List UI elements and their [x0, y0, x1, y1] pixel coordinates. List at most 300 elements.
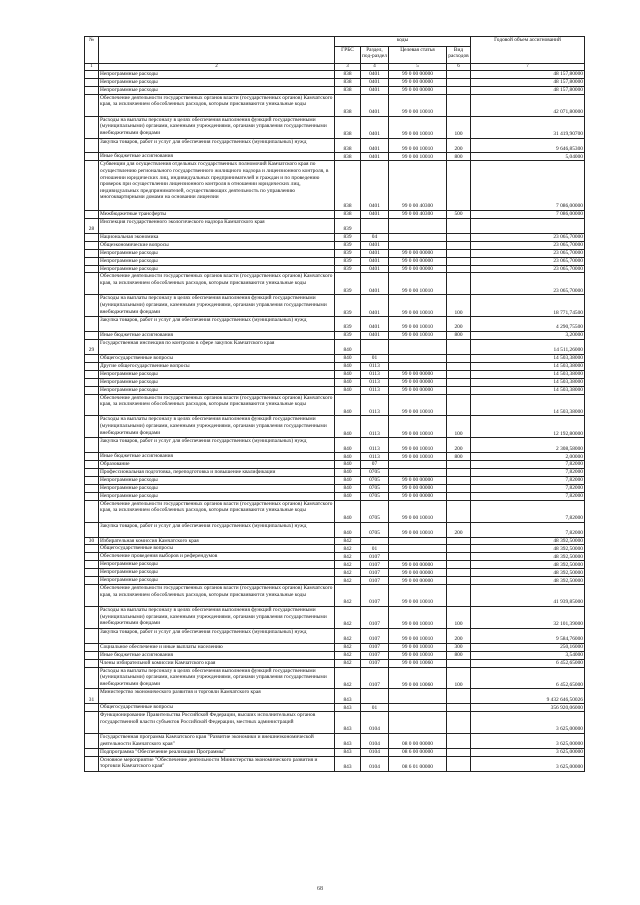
- col-name-header: [99, 37, 335, 64]
- row-expense-type: [447, 362, 471, 370]
- row-razdel: 0113: [361, 386, 389, 394]
- row-expense-type: [447, 241, 471, 249]
- row-razdel: 0705: [361, 484, 389, 492]
- row-expense-type: 100: [447, 116, 471, 138]
- row-expense-type: 800: [447, 332, 471, 340]
- row-grbs: 840: [335, 362, 361, 370]
- row-amount: 41 939,85000: [471, 585, 585, 607]
- row-grbs: 843: [335, 712, 361, 734]
- row-amount: 48 157,80000: [471, 78, 585, 86]
- table-row: [85, 667, 585, 689]
- table-row: [85, 218, 585, 233]
- row-expense-type: [447, 659, 471, 667]
- row-number: [85, 651, 99, 659]
- row-razdel: 0107: [361, 561, 389, 569]
- row-target-article: 99 0 00 10060: [389, 659, 447, 667]
- row-razdel: 0104: [361, 734, 389, 749]
- row-name: Субвенции для осуществления отдельных государственных полномочий Камчатского края по осуществлению регионального государственного жилищного надзора и лицензионного контроля, в отношении юридических лиц, индивидуальных предпринимателей и граждан и по проведению проверок при осуществлении лицензионного контроля в отношении юридических лиц, индивидуальных предпринимателей, осуществляющих деятельность по управлению многоквартирными домами на основании лицензии: [99, 161, 335, 211]
- row-number: [85, 667, 99, 689]
- row-grbs: 838: [335, 86, 361, 94]
- row-name: Непрограммные расходы: [99, 265, 335, 273]
- row-grbs: 839: [335, 241, 361, 249]
- row-name: Расходы на выплаты персоналу в целях обеспечения выполнения функций государственными (муниципальными) органами, казенными учреждениями, органами управления государственными внебюджетными фондами: [99, 116, 335, 138]
- row-amount: 14 503,38000: [471, 370, 585, 378]
- row-grbs: 840: [335, 492, 361, 500]
- row-target-article: [389, 241, 447, 249]
- row-number: [85, 704, 99, 712]
- row-grbs: 838: [335, 210, 361, 218]
- row-number: [85, 484, 99, 492]
- row-target-article: 08 6 01 00000: [389, 756, 447, 771]
- row-amount: 4 290,75500: [471, 317, 585, 332]
- row-number: [85, 394, 99, 416]
- codes-group-header: коды: [335, 37, 471, 47]
- row-name: Закупка товаров, работ и услуг для обеспечения государственных (муниципальных) нужд: [99, 522, 335, 537]
- row-grbs: 840: [335, 354, 361, 362]
- row-grbs: 839: [335, 257, 361, 265]
- row-target-article: 99 0 00 00000: [389, 492, 447, 500]
- row-number: 31: [85, 689, 99, 704]
- row-amount: [471, 218, 585, 233]
- row-target-article: 99 0 00 00000: [389, 577, 447, 585]
- row-name: Непрограммные расходы: [99, 577, 335, 585]
- row-expense-type: 200: [447, 522, 471, 537]
- row-name: Обеспечение деятельности государственных органов власти (государственных органов) Камчатского края, за исключением обособленных расходов, которым присваиваются уникальные коды: [99, 585, 335, 607]
- row-target-article: [389, 354, 447, 362]
- row-amount: 2,00000: [471, 453, 585, 461]
- column-index-cell: 1: [85, 64, 99, 71]
- row-target-article: 99 0 00 00000: [389, 265, 447, 273]
- page-number: 68: [317, 886, 323, 892]
- row-name: Непрограммные расходы: [99, 78, 335, 86]
- row-number: [85, 606, 99, 628]
- row-number: [85, 241, 99, 249]
- table-row: [85, 153, 585, 161]
- row-grbs: 843: [335, 748, 361, 756]
- table-row: [85, 416, 585, 438]
- row-expense-type: [447, 734, 471, 749]
- row-number: [85, 500, 99, 522]
- row-amount: 3 625,00000: [471, 748, 585, 756]
- row-number: [85, 71, 99, 79]
- row-name: Непрограммные расходы: [99, 492, 335, 500]
- row-target-article: 99 0 00 10010: [389, 295, 447, 317]
- row-target-article: [389, 537, 447, 545]
- row-razdel: 0401: [361, 138, 389, 153]
- row-razdel: 0401: [361, 210, 389, 218]
- row-target-article: 99 0 00 00000: [389, 257, 447, 265]
- row-razdel: [361, 340, 389, 355]
- row-amount: 48 392,50000: [471, 553, 585, 561]
- row-expense-type: [447, 86, 471, 94]
- row-expense-type: 100: [447, 606, 471, 628]
- row-target-article: 99 0 00 00000: [389, 378, 447, 386]
- row-number: [85, 522, 99, 537]
- budget-sheet: [84, 36, 584, 772]
- table-row: [85, 71, 585, 79]
- row-expense-type: 800: [447, 153, 471, 161]
- row-name: Профессиональная подготовка, переподготовка и повышение квалификации: [99, 469, 335, 477]
- row-expense-type: [447, 577, 471, 585]
- row-target-article: [389, 461, 447, 469]
- row-name: Подпрограмма "Обеспечение реализации Программы": [99, 748, 335, 756]
- row-amount: 6 452,65000: [471, 659, 585, 667]
- row-razdel: 0113: [361, 394, 389, 416]
- row-expense-type: [447, 249, 471, 257]
- row-target-article: 99 0 00 00000: [389, 484, 447, 492]
- table-row: [85, 561, 585, 569]
- row-amount: 23 065,70000: [471, 249, 585, 257]
- row-expense-type: 500: [447, 210, 471, 218]
- row-amount: 18 771,74500: [471, 295, 585, 317]
- row-amount: 23 065,70000: [471, 273, 585, 295]
- row-name: Образование: [99, 461, 335, 469]
- row-number: [85, 86, 99, 94]
- row-amount: 48 392,50000: [471, 561, 585, 569]
- row-name: Закупка товаров, работ и услуг для обеспечения государственных (муниципальных) нужд: [99, 138, 335, 153]
- row-amount: 250,16000: [471, 643, 585, 651]
- table-row: [85, 522, 585, 537]
- row-expense-type: 300: [447, 643, 471, 651]
- row-grbs: 843: [335, 704, 361, 712]
- row-target-article: 99 0 00 00000: [389, 78, 447, 86]
- row-grbs: 839: [335, 295, 361, 317]
- row-number: [85, 210, 99, 218]
- row-amount: 7,82000: [471, 461, 585, 469]
- row-name: Непрограммные расходы: [99, 86, 335, 94]
- row-expense-type: [447, 265, 471, 273]
- table-row: [85, 210, 585, 218]
- row-grbs: 842: [335, 585, 361, 607]
- row-razdel: 0705: [361, 476, 389, 484]
- table-row: [85, 273, 585, 295]
- row-amount: 12 192,80000: [471, 416, 585, 438]
- row-razdel: 0107: [361, 606, 389, 628]
- row-target-article: 99 0 00 00000: [389, 370, 447, 378]
- row-expense-type: 200: [447, 438, 471, 453]
- row-name: Обеспечение деятельности государственных органов власти (государственных органов) Камчатского края, за исключением обособленных расходов, которым присваиваются уникальные коды: [99, 394, 335, 416]
- row-name: Непрограммные расходы: [99, 378, 335, 386]
- row-amount: 9 646,85300: [471, 138, 585, 153]
- table-row: [85, 332, 585, 340]
- row-grbs: 842: [335, 537, 361, 545]
- row-razdel: [361, 689, 389, 704]
- table-row: [85, 643, 585, 651]
- table-row: [85, 161, 585, 211]
- table-row: [85, 606, 585, 628]
- table-row: [85, 116, 585, 138]
- row-name: Закупка товаров, работ и услуг для обеспечения государственных (муниципальных) нужд: [99, 438, 335, 453]
- row-grbs: 839: [335, 233, 361, 241]
- row-razdel: 0401: [361, 265, 389, 273]
- row-target-article: [389, 545, 447, 553]
- row-razdel: 0401: [361, 249, 389, 257]
- row-expense-type: [447, 553, 471, 561]
- row-target-article: 99 0 00 00000: [389, 86, 447, 94]
- row-grbs: 843: [335, 734, 361, 749]
- row-grbs: 840: [335, 484, 361, 492]
- row-target-article: [389, 553, 447, 561]
- row-number: [85, 370, 99, 378]
- row-number: [85, 561, 99, 569]
- row-target-article: 08 0 00 00000: [389, 734, 447, 749]
- table-row: [85, 734, 585, 749]
- row-grbs: 839: [335, 317, 361, 332]
- row-razdel: 0113: [361, 378, 389, 386]
- table-row: [85, 712, 585, 734]
- row-target-article: 99 0 00 10010: [389, 438, 447, 453]
- row-razdel: 0107: [361, 585, 389, 607]
- row-name: Обеспечение деятельности государственных органов власти (государственных органов) Камчатского края, за исключением обособленных расходов, которым присваиваются уникальные коды: [99, 500, 335, 522]
- row-razdel: 0401: [361, 71, 389, 79]
- table-row: [85, 492, 585, 500]
- row-name: Общегосударственные вопросы: [99, 545, 335, 553]
- table-row: [85, 362, 585, 370]
- row-razdel: 0113: [361, 438, 389, 453]
- row-expense-type: 100: [447, 667, 471, 689]
- row-target-article: 99 0 00 10010: [389, 651, 447, 659]
- row-razdel: 0401: [361, 257, 389, 265]
- row-number: [85, 469, 99, 477]
- row-target-article: [389, 689, 447, 704]
- table-row: [85, 295, 585, 317]
- table-row: [85, 354, 585, 362]
- row-name: Расходы на выплаты персоналу в целях обеспечения выполнения функций государственными (муниципальными) органами, казенными учреждениями, органами управления государственными внебюджетными фондами: [99, 295, 335, 317]
- row-razdel: 0104: [361, 748, 389, 756]
- row-number: [85, 492, 99, 500]
- row-number: [85, 94, 99, 116]
- row-amount: 14 511,26000: [471, 340, 585, 355]
- row-target-article: 99 0 00 10010: [389, 116, 447, 138]
- row-amount: 31 419,90700: [471, 116, 585, 138]
- row-grbs: 838: [335, 116, 361, 138]
- row-grbs: 840: [335, 461, 361, 469]
- table-row: [85, 461, 585, 469]
- row-name: Обеспечение деятельности государственных органов власти (государственных органов) Камчатского края, за исключением обособленных расходов, которым присваиваются уникальные коды: [99, 94, 335, 116]
- row-razdel: 0107: [361, 628, 389, 643]
- row-number: [85, 78, 99, 86]
- row-amount: 7 086,00000: [471, 210, 585, 218]
- row-amount: 14 503,38000: [471, 394, 585, 416]
- row-number: [85, 577, 99, 585]
- row-name: Расходы на выплаты персоналу в целях обеспечения выполнения функций государственными (муниципальными) органами, казенными учреждениями, органами управления государственными внебюджетными фондами: [99, 606, 335, 628]
- row-expense-type: [447, 748, 471, 756]
- row-razdel: 0113: [361, 453, 389, 461]
- table-row: [85, 704, 585, 712]
- row-expense-type: 100: [447, 416, 471, 438]
- row-grbs: 839: [335, 218, 361, 233]
- row-name: Иные бюджетные ассигнования: [99, 332, 335, 340]
- row-amount: 3 625,00000: [471, 734, 585, 749]
- row-number: [85, 659, 99, 667]
- row-name: Непрограммные расходы: [99, 249, 335, 257]
- table-row: [85, 78, 585, 86]
- row-number: [85, 249, 99, 257]
- row-expense-type: [447, 71, 471, 79]
- row-razdel: 0107: [361, 659, 389, 667]
- row-amount: 14 503,38000: [471, 386, 585, 394]
- row-name: Закупка товаров, работ и услуг для обеспечения государственных (муниципальных) нужд: [99, 628, 335, 643]
- row-grbs: 842: [335, 651, 361, 659]
- row-grbs: 842: [335, 577, 361, 585]
- table-row: [85, 233, 585, 241]
- row-name: Иные бюджетные ассигнования: [99, 453, 335, 461]
- row-target-article: [389, 340, 447, 355]
- row-grbs: 840: [335, 378, 361, 386]
- row-grbs: 842: [335, 643, 361, 651]
- column-index-cell: 3: [335, 64, 361, 71]
- row-expense-type: [447, 712, 471, 734]
- row-amount: 7,82000: [471, 522, 585, 537]
- row-amount: 48 157,80000: [471, 86, 585, 94]
- row-expense-type: [447, 537, 471, 545]
- row-amount: 23 065,70000: [471, 241, 585, 249]
- column-index-cell: 2: [99, 64, 335, 71]
- row-expense-type: [447, 394, 471, 416]
- row-number: [85, 712, 99, 734]
- row-name: Государственная инспекция по контролю в сфере закупок Камчатского края: [99, 340, 335, 355]
- row-target-article: 99 0 00 10010: [389, 394, 447, 416]
- row-razdel: 0401: [361, 86, 389, 94]
- table-row: [85, 94, 585, 116]
- row-name: Расходы на выплаты персоналу в целях обеспечения выполнения функций государственными (муниципальными) органами, казенными учреждениями, органами управления государственными внебюджетными фондами: [99, 667, 335, 689]
- row-number: 28: [85, 218, 99, 233]
- row-grbs: 839: [335, 273, 361, 295]
- row-grbs: 838: [335, 71, 361, 79]
- row-expense-type: [447, 354, 471, 362]
- table-row: [85, 453, 585, 461]
- table-row: [85, 317, 585, 332]
- row-expense-type: [447, 476, 471, 484]
- col-cs-header: Целевая статья: [389, 47, 447, 64]
- row-target-article: 99 0 00 10010: [389, 643, 447, 651]
- row-grbs: 840: [335, 453, 361, 461]
- row-expense-type: [447, 461, 471, 469]
- row-number: [85, 233, 99, 241]
- row-expense-type: 800: [447, 453, 471, 461]
- row-number: [85, 153, 99, 161]
- row-razdel: 0104: [361, 712, 389, 734]
- table-row: [85, 386, 585, 394]
- row-grbs: 840: [335, 469, 361, 477]
- row-target-article: [389, 469, 447, 477]
- row-razdel: 04: [361, 233, 389, 241]
- row-target-article: [389, 218, 447, 233]
- table-row: [85, 577, 585, 585]
- row-amount: 3,20000: [471, 332, 585, 340]
- row-amount: 48 392,50000: [471, 545, 585, 553]
- col-vr-header: Вид расходов: [447, 47, 471, 64]
- row-grbs: 840: [335, 438, 361, 453]
- row-name: Инспекция государственного экологического надзора Камчатского края: [99, 218, 335, 233]
- row-number: [85, 569, 99, 577]
- row-amount: 5,04000: [471, 153, 585, 161]
- row-number: [85, 257, 99, 265]
- row-razdel: 0104: [361, 756, 389, 771]
- row-razdel: 0705: [361, 492, 389, 500]
- row-razdel: 0401: [361, 295, 389, 317]
- row-razdel: 0401: [361, 153, 389, 161]
- table-row: [85, 86, 585, 94]
- column-index-cell: 7: [471, 64, 585, 71]
- row-expense-type: 100: [447, 295, 471, 317]
- row-target-article: 99 0 00 10010: [389, 153, 447, 161]
- row-razdel: [361, 218, 389, 233]
- table-row: [85, 537, 585, 545]
- row-target-article: 99 0 00 00000: [389, 386, 447, 394]
- row-number: [85, 265, 99, 273]
- row-target-article: 99 0 00 10010: [389, 332, 447, 340]
- row-number: [85, 553, 99, 561]
- row-razdel: 0401: [361, 78, 389, 86]
- row-expense-type: [447, 161, 471, 211]
- row-name: Иные бюджетные ассигнования: [99, 153, 335, 161]
- table-row: [85, 265, 585, 273]
- row-target-article: 99 0 00 10010: [389, 138, 447, 153]
- row-number: 29: [85, 340, 99, 355]
- row-target-article: 99 0 00 10010: [389, 500, 447, 522]
- row-expense-type: [447, 545, 471, 553]
- row-expense-type: [447, 340, 471, 355]
- row-grbs: 839: [335, 332, 361, 340]
- table-row: [85, 394, 585, 416]
- table-row: [85, 340, 585, 355]
- row-number: [85, 476, 99, 484]
- row-name: Избирательная комиссия Камчатского края: [99, 537, 335, 545]
- row-target-article: [389, 704, 447, 712]
- table-row: [85, 370, 585, 378]
- col-sum-header: Годовой объем ассигнований: [471, 37, 585, 64]
- row-grbs: 840: [335, 416, 361, 438]
- row-number: [85, 116, 99, 138]
- row-expense-type: [447, 370, 471, 378]
- row-razdel: 0705: [361, 500, 389, 522]
- row-number: [85, 545, 99, 553]
- row-name: Непрограммные расходы: [99, 370, 335, 378]
- table-row: [85, 378, 585, 386]
- row-expense-type: [447, 257, 471, 265]
- row-number: [85, 354, 99, 362]
- row-number: 30: [85, 537, 99, 545]
- row-name: Общегосударственные вопросы: [99, 704, 335, 712]
- row-grbs: 838: [335, 94, 361, 116]
- row-amount: 32 101,39000: [471, 606, 585, 628]
- table-row: [85, 545, 585, 553]
- table-row: [85, 756, 585, 771]
- row-number: [85, 332, 99, 340]
- row-razdel: 0401: [361, 317, 389, 332]
- row-razdel: 0113: [361, 416, 389, 438]
- row-name: Непрограммные расходы: [99, 386, 335, 394]
- row-amount: 7,82000: [471, 469, 585, 477]
- row-number: [85, 748, 99, 756]
- table-row: [85, 689, 585, 704]
- row-amount: 7,82000: [471, 484, 585, 492]
- row-amount: 6 452,65000: [471, 667, 585, 689]
- row-amount: 9 432 646,50026: [471, 689, 585, 704]
- row-amount: 7 086,00000: [471, 161, 585, 211]
- table-row: [85, 500, 585, 522]
- row-razdel: 0107: [361, 643, 389, 651]
- row-grbs: 839: [335, 265, 361, 273]
- table-row: [85, 628, 585, 643]
- row-expense-type: [447, 500, 471, 522]
- row-expense-type: 200: [447, 138, 471, 153]
- row-amount: 7,82000: [471, 492, 585, 500]
- row-razdel: 0401: [361, 94, 389, 116]
- table-row: [85, 585, 585, 607]
- row-grbs: 838: [335, 161, 361, 211]
